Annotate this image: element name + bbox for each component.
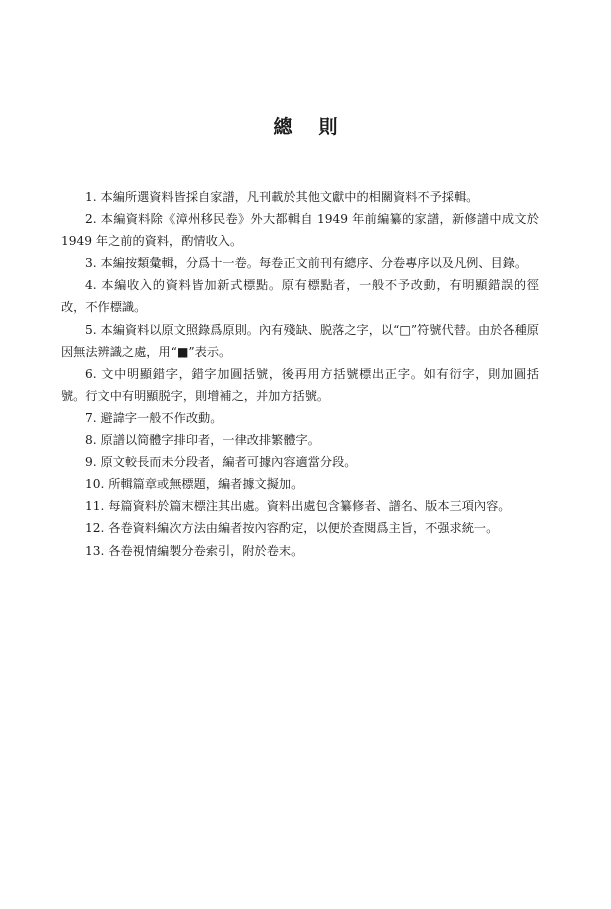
rule-item: 1. 本編所選資料皆採自家譜，凡刊載於其他文獻中的相關資料不予採輯。 xyxy=(85,190,479,204)
rule-item: 4. 本編收入的資料皆加新式標點。原有標點者，一般不予改動，有明顯錯誤的徑改，不作標識。 xyxy=(61,278,539,315)
rule-item: 13. 各卷視情編製分卷索引，附於卷末。 xyxy=(85,543,304,558)
rule-item: 11. 每篇資料於篇末標注其出處。資料出處包含纂修者、譜名、版本三項內容。 xyxy=(85,499,511,514)
general-rules-list xyxy=(61,186,539,562)
rule-item: 2. 本編資料除《漳州移民卷》外大都輯自 1949 年前編纂的家譜，新修譜中成文於 1949 年之前的資料，酌情收入。 xyxy=(61,212,539,249)
rule-item: 9. 原文較長而未分段者，編者可據內容適當分段。 xyxy=(85,455,357,470)
rule-item: 10. 所輯篇章或無標題，編者據文擬加。 xyxy=(85,477,304,492)
rule-item: 8. 原譜以简體字排印者，一律改排繁體字。 xyxy=(85,433,320,448)
rule-item: 3. 本編按類彙輯，分爲十一卷。每卷正文前刊有總序、分卷專序以及凡例、目錄。 xyxy=(85,256,528,271)
rule-item: 7. 避諱字一般不作改動。 xyxy=(85,410,223,425)
rule-item: 12. 各卷資料編次方法由編者按內容酌定，以便於查閱爲主旨，不强求統一。 xyxy=(85,521,499,536)
page-title: 總則 xyxy=(273,116,364,138)
rule-item: 5. 本編資料以原文照錄爲原則。內有殘缺、脱落之字，以“□”符號代替。由於各種原因無法辨識之處，用“■”表示。 xyxy=(61,322,539,359)
rule-item: 6. 文中明顯錯字，錯字加圓括號，後再用方括號標出正字。如有衍字，則加圓括號。行文中有明顯脱字，則增補之，并加方括號。 xyxy=(61,366,539,403)
